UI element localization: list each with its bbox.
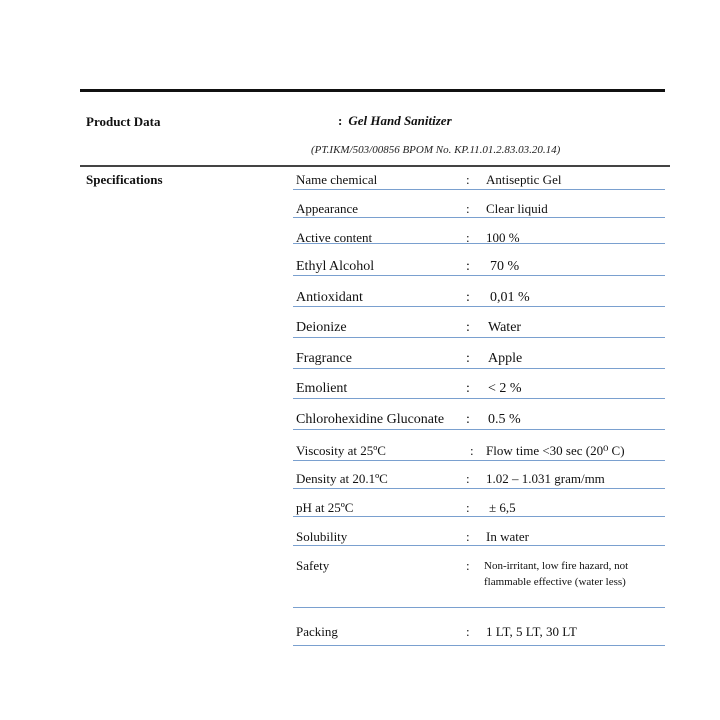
spec-value: 70 % — [490, 259, 520, 274]
spec-name: Packing — [296, 624, 338, 639]
spec-row — [293, 439, 665, 461]
spec-row — [293, 287, 665, 307]
spec-name: Chlorohexidine Gluconate — [296, 412, 445, 427]
spec-name: pH at 25ºC — [296, 500, 354, 515]
product-name-text: Gel Hand Sanitizer — [348, 113, 452, 128]
spec-name: Deionize — [296, 320, 347, 335]
spec-name: Viscosity at 25ºC — [296, 443, 386, 458]
spec-row — [293, 498, 665, 517]
top-rule — [80, 89, 665, 92]
spec-value: 100 % — [486, 230, 520, 245]
spec-row — [293, 256, 665, 276]
spec-value: Water — [488, 320, 522, 335]
spec-value: 1.02 – 1.031 gram/mm — [486, 471, 605, 486]
spec-name: Name chemical — [296, 172, 378, 187]
spec-colon: : — [466, 201, 470, 216]
spec-colon: : — [466, 351, 470, 366]
spec-name: Safety — [296, 558, 330, 573]
product-colon: : — [338, 113, 343, 128]
spec-name: Active content — [296, 230, 373, 245]
spec-colon: : — [466, 259, 470, 274]
spec-value: Flow time <30 sec (20⁰ C) — [486, 443, 625, 458]
spec-colon: : — [466, 471, 470, 486]
spec-row — [293, 378, 665, 399]
spec-name: Emolient — [296, 381, 348, 396]
spec-colon: : — [466, 290, 470, 305]
spec-value: Clear liquid — [486, 201, 548, 216]
spec-row — [293, 622, 665, 646]
spec-row — [293, 556, 665, 608]
spec-value: 1 LT, 5 LT, 30 LT — [486, 624, 577, 639]
spec-colon: : — [466, 381, 470, 396]
product-data-label: Product Data — [86, 114, 161, 129]
section-rule — [80, 165, 670, 167]
spec-colon: : — [466, 624, 470, 639]
specifications-label: Specifications — [86, 172, 163, 187]
spec-value: Apple — [488, 351, 523, 366]
spec-name: Density at 20.1ºC — [296, 471, 388, 486]
spec-name: Ethyl Alcohol — [296, 259, 375, 274]
spec-value: Antiseptic Gel — [486, 172, 562, 187]
spec-row — [293, 199, 665, 218]
spec-value: 0,01 % — [490, 290, 530, 305]
spec-row — [293, 348, 665, 369]
spec-colon: : — [466, 320, 470, 335]
spec-value: 0.5 % — [488, 412, 521, 427]
spec-value: In water — [486, 529, 529, 544]
spec-name: Fragrance — [296, 351, 352, 366]
spec-value: ± 6,5 — [489, 500, 516, 515]
spec-row — [293, 229, 665, 244]
spec-row — [293, 317, 665, 338]
spec-colon: : — [466, 412, 470, 427]
spec-row — [293, 527, 665, 546]
spec-value: < 2 % — [488, 381, 522, 396]
spec-colon: : — [466, 529, 470, 544]
spec-name: Appearance — [296, 201, 359, 216]
product-registration: (PT.IKM/503/00856 BPOM No. KP.11.01.2.83.03.20.14) — [311, 144, 561, 156]
spec-colon: : — [466, 500, 470, 515]
spec-name: Antioxidant — [296, 290, 363, 305]
spec-row — [293, 409, 665, 430]
spec-row — [293, 170, 665, 190]
spec-colon: : — [466, 558, 470, 573]
spec-value: Non-irritant, low fire hazard, not flammable effective (water less) — [484, 560, 629, 588]
spec-colon: : — [470, 443, 474, 458]
product-name — [338, 113, 452, 129]
spec-name: Solubility — [296, 529, 348, 544]
spec-colon: : — [466, 172, 470, 187]
spec-row — [293, 469, 665, 489]
spec-colon: : — [466, 230, 470, 245]
